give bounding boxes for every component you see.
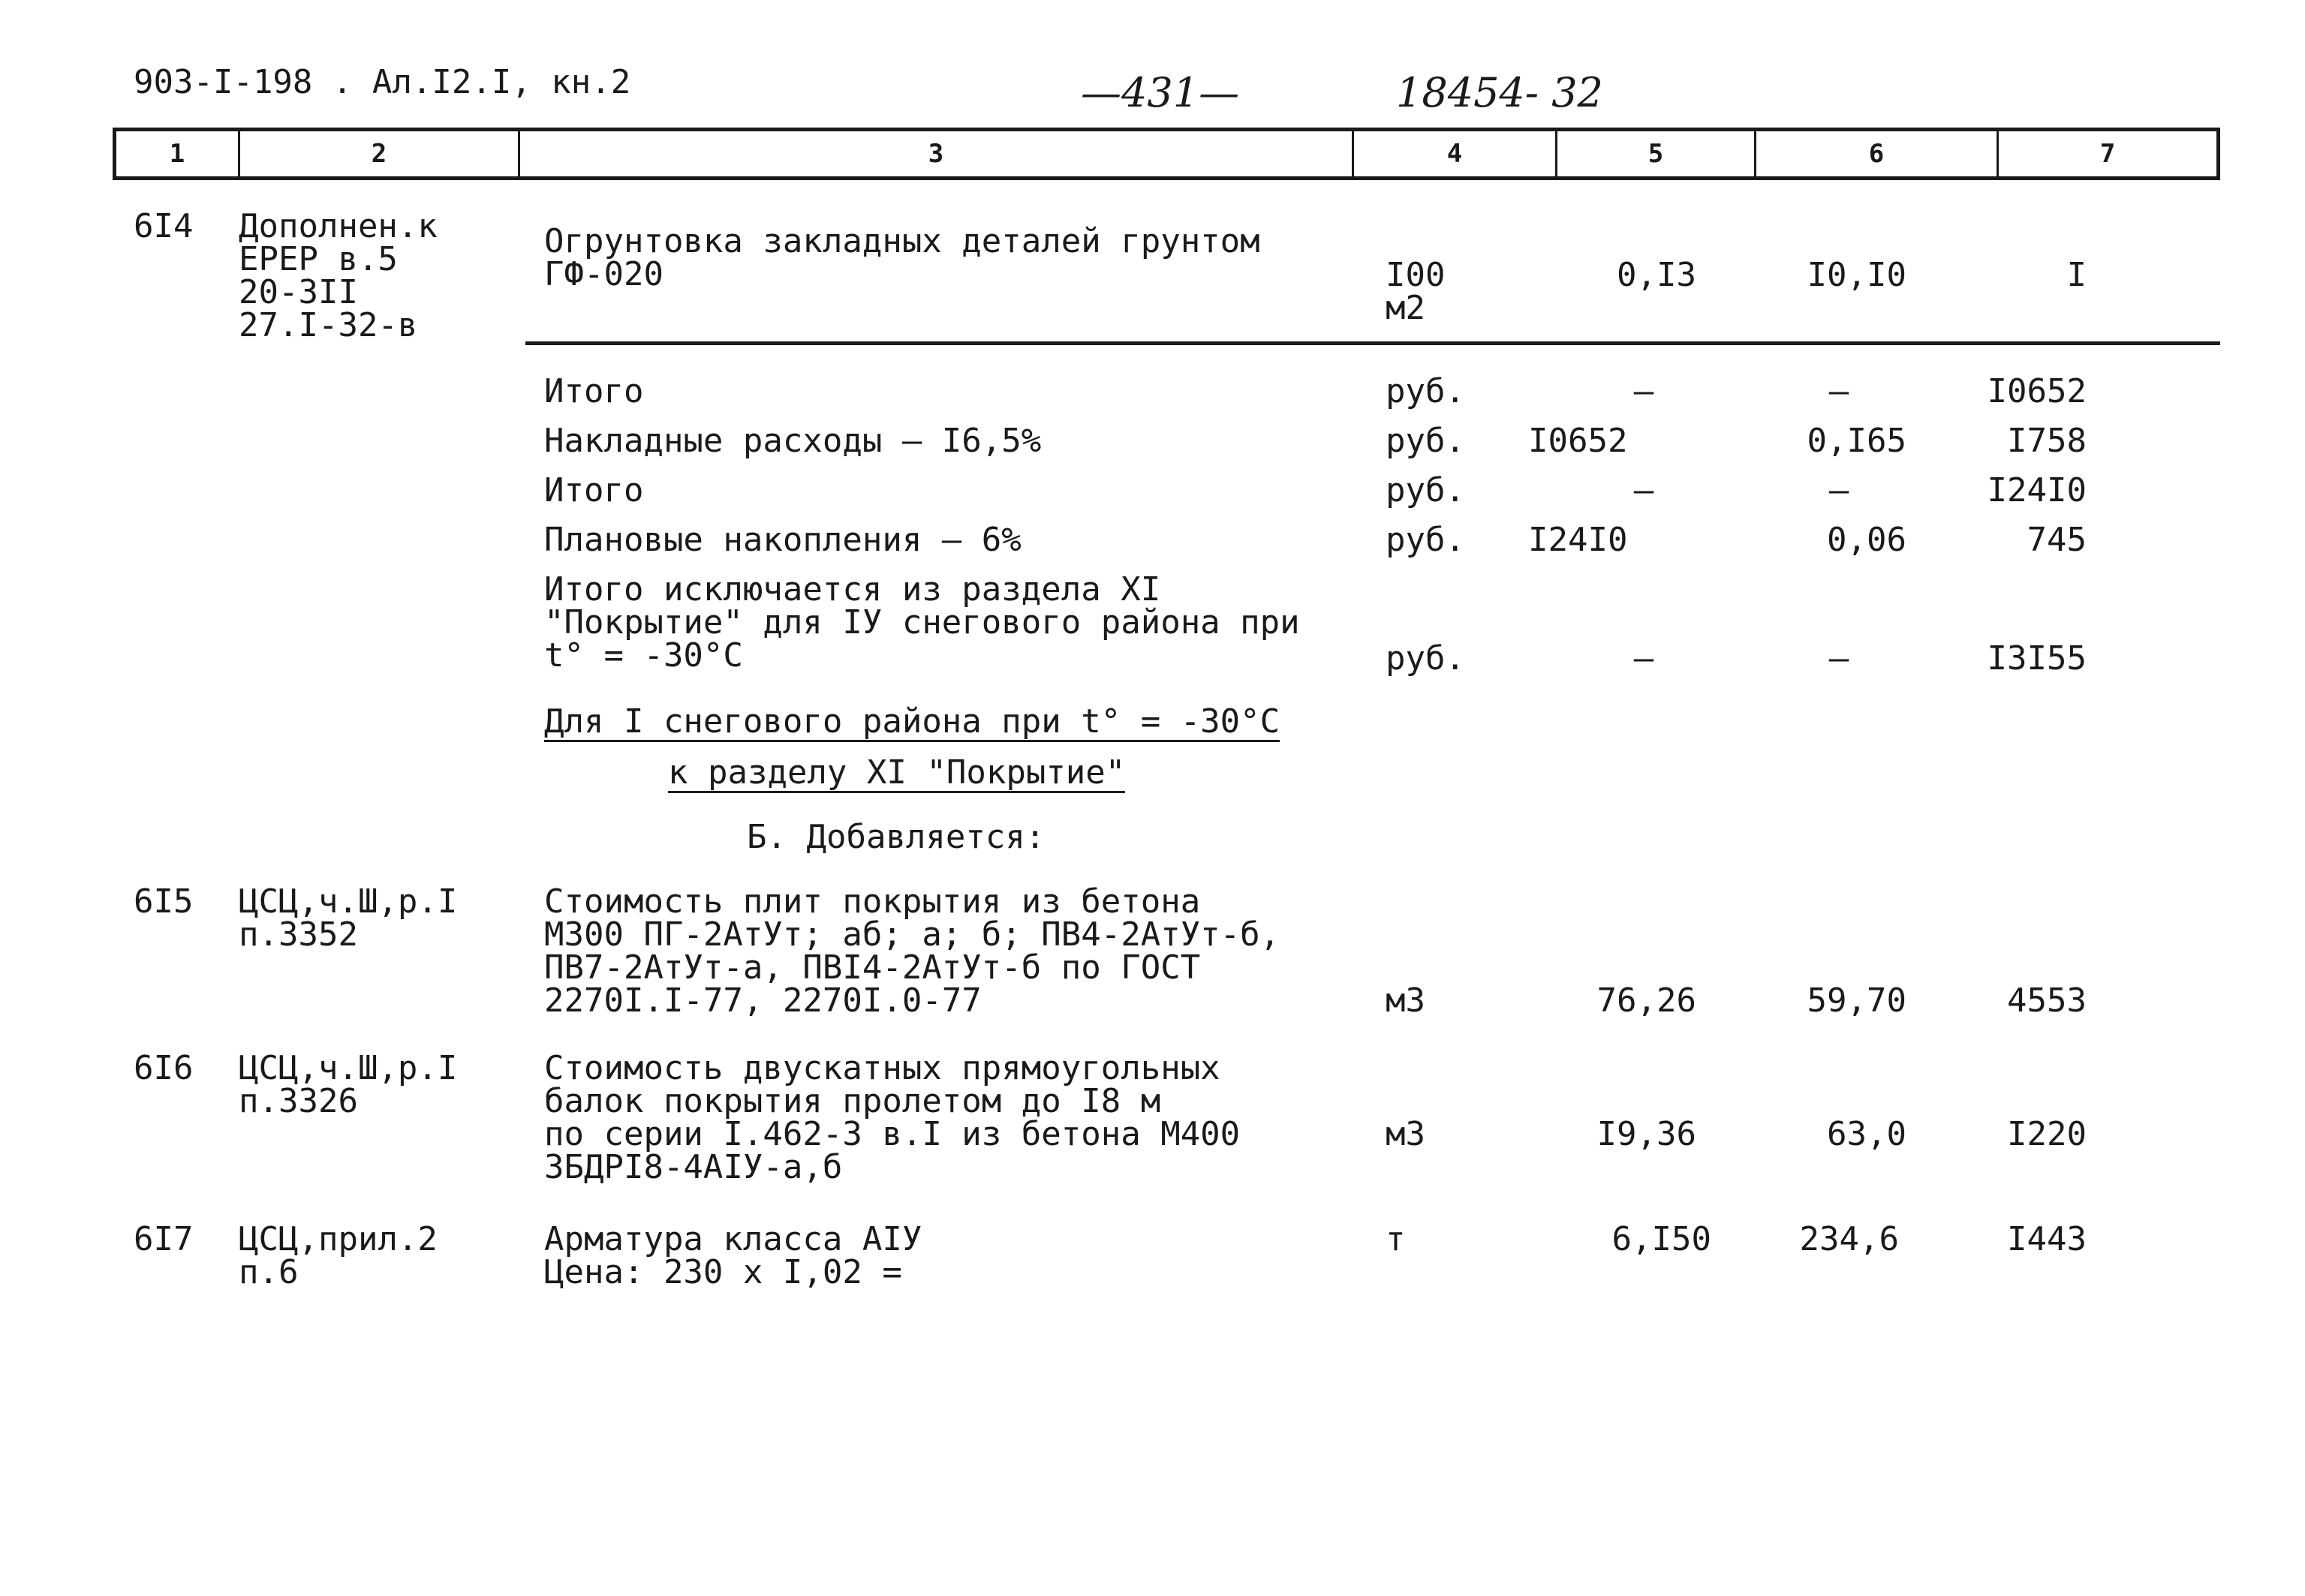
row-number: 6I7	[134, 1220, 194, 1258]
column-header-7: 7	[2099, 139, 2116, 169]
totals-unit: руб.	[1386, 372, 1465, 410]
row-unit: м3	[1386, 1115, 1425, 1153]
row-total: I	[2066, 256, 2087, 294]
totals-description: Итого	[544, 471, 644, 509]
row-quantity: 0,I3	[1617, 256, 1696, 294]
row-total: I220	[2007, 1115, 2087, 1153]
column-header-4: 4	[1446, 139, 1463, 169]
excluded-total: I3I55	[1987, 639, 2087, 678]
row-description: Огрунтовка закладных деталей грунтом ГФ-020	[544, 222, 1260, 293]
totals-quantity: I24I0	[1528, 521, 1628, 559]
row-quantity: 76,26	[1596, 981, 1696, 1020]
column-header-1: 1	[169, 139, 185, 169]
row-total: I443	[2007, 1220, 2087, 1258]
totals-price: –	[1828, 471, 1849, 509]
row-quantity: 6,I50	[1611, 1220, 1711, 1258]
section-title-continued: к разделу XI "Покрытие"	[668, 753, 1126, 792]
totals-price: 0,06	[1827, 521, 1906, 559]
row-description: Стоимость плит покрытия из бетона М300 ПГ-2АтУт; аб; а; б; ПВ4-2АтУт-б, ПВ7-2АтУт-а, ПВI4-2АтУт-б по ГОСТ 2270I.I-77, 2270I.0-77	[544, 882, 1280, 1020]
totals-total: I24I0	[1987, 471, 2087, 509]
row-price: I0,I0	[1807, 256, 1906, 294]
row-number: 6I6	[134, 1049, 194, 1087]
row-unit: I00 м2	[1386, 256, 1446, 327]
row-unit: м3	[1386, 981, 1425, 1020]
column-header-5: 5	[1648, 139, 1664, 169]
excluded-price: –	[1828, 639, 1849, 678]
totals-quantity: –	[1633, 372, 1654, 410]
row-basis: ЦСЦ,ч.Ш,р.I п.3352	[239, 882, 458, 954]
totals-total: I0652	[1987, 372, 2087, 410]
document-code: 903-I-198 . Ал.I2.I, кн.2	[134, 63, 631, 101]
row-price: 63,0	[1827, 1115, 1906, 1153]
totals-unit: руб.	[1386, 521, 1465, 559]
row-quantity: I9,36	[1596, 1115, 1696, 1153]
row-total: 4553	[2007, 981, 2087, 1020]
column-header-3: 3	[928, 139, 944, 169]
section-title: Для I снегового района при t° = -30°C	[544, 702, 1280, 741]
column-header-2: 2	[371, 139, 387, 169]
section-subtitle: Б. Добавляется:	[747, 818, 1046, 856]
totals-quantity: –	[1633, 471, 1654, 509]
row-number: 6I4	[134, 207, 194, 245]
excluded-unit: руб.	[1386, 639, 1465, 678]
row-basis: ЦСЦ,ч.Ш,р.I п.3326	[239, 1049, 458, 1120]
row-price: 59,70	[1807, 981, 1906, 1020]
handwritten-reference: 18454- 32	[1396, 69, 1603, 116]
row-description: Арматура класса АIУ Цена: 230 x I,02 =	[544, 1220, 922, 1291]
row-unit: т	[1386, 1220, 1406, 1258]
totals-unit: руб.	[1386, 471, 1465, 509]
totals-quantity: I0652	[1528, 422, 1628, 460]
totals-total: 745	[2027, 521, 2087, 559]
row-description: Стоимость двускатных прямоугольных балок покрытия пролетом до I8 м по серии I.462-3 в.I из бетона М400 3БДРI8-4АIУ-а,б	[544, 1049, 1241, 1186]
totals-description: Итого	[544, 372, 644, 410]
column-header-band	[113, 128, 2220, 180]
totals-description: Плановые накопления – 6%	[544, 521, 1022, 559]
row-basis: ЦСЦ,прил.2 п.6	[239, 1220, 438, 1291]
row-basis: Дополнен.к ЕРЕР в.5 20-3II 27.I-32-в	[239, 207, 438, 344]
page-number: —431—	[1081, 69, 1240, 116]
row-number: 6I5	[134, 882, 194, 921]
excluded-quantity: –	[1633, 639, 1654, 678]
totals-price: 0,I65	[1807, 422, 1906, 460]
totals-total: I758	[2007, 422, 2087, 460]
column-header-6: 6	[1868, 139, 1885, 169]
totals-price: –	[1828, 372, 1849, 410]
totals-description: Накладные расходы – I6,5%	[544, 422, 1042, 460]
row-price: 234,6	[1799, 1220, 1899, 1258]
row-separator	[525, 341, 2220, 345]
totals-unit: руб.	[1386, 422, 1465, 460]
excluded-description: Итого исключается из раздела XI "Покрытие" для IУ снегового района при t° = -30°C	[544, 570, 1300, 675]
